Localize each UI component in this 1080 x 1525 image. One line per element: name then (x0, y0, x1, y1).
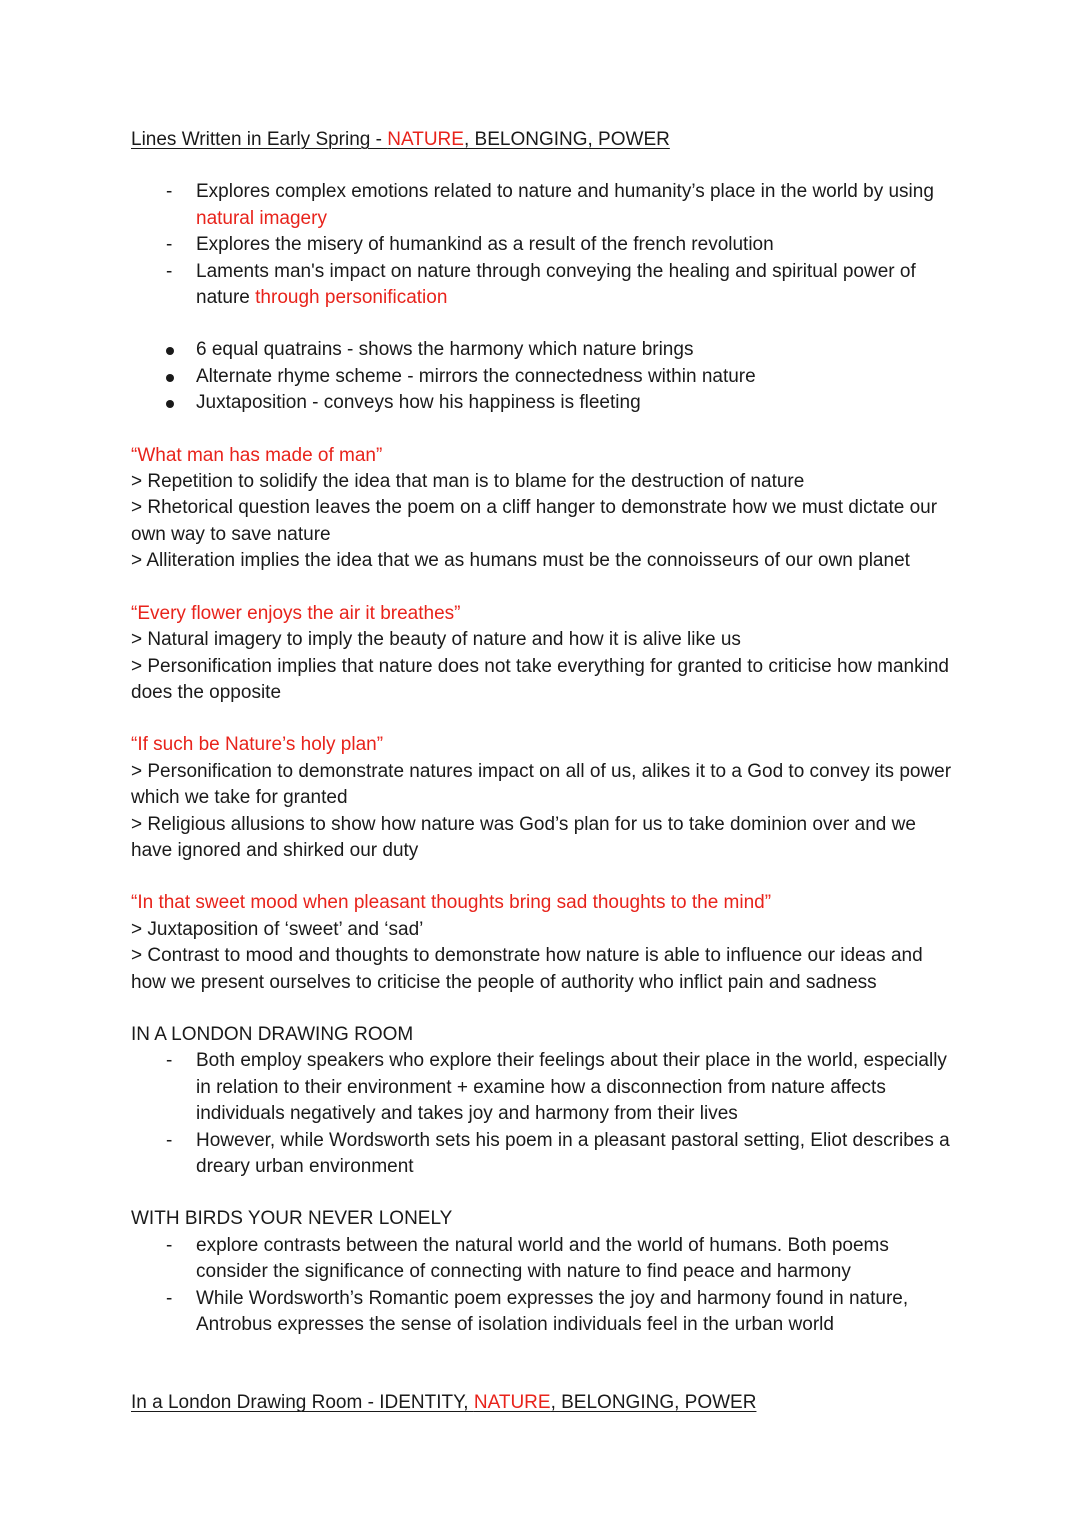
quote-block (131, 601, 961, 707)
comparison-block (131, 1022, 961, 1180)
dash-list-overview (131, 179, 961, 311)
bullet-dot-icon (166, 347, 174, 355)
list-item-text: However, while Wordsworth sets his poem in a pleasant pastoral setting, Eliot describes a dreary urban environment (196, 1129, 950, 1177)
list-item (131, 364, 961, 390)
dash-marker: - (166, 1050, 173, 1072)
dash-marker: - (166, 1287, 173, 1309)
list-item-text: Explores complex emotions related to nature and humanity’s place in the world by using (196, 181, 934, 203)
section-heading-lines-written (131, 127, 961, 153)
analysis-note: > Personification to demonstrate natures impact on all of us, alikes it to a God to convey its power which we take for granted (131, 760, 952, 809)
list-item-text: Juxtaposition - conveys how his happiness is fleeting (196, 392, 641, 414)
quote-text: “Every flower enjoys the air it breathes” (131, 602, 461, 624)
analysis-note: > Personification implies that nature does not take everything for granted to criticise how mankind does the opposite (131, 655, 949, 703)
list-item-text: While Wordsworth’s Romantic poem expresses the joy and harmony found in nature, Antrobus expresses the sense of isolation individuals feel in the urban world (196, 1287, 909, 1336)
heading-text-themes: , BELONGING, POWER (550, 1392, 757, 1414)
heading-text-themes: , BELONGING, POWER (463, 129, 670, 150)
analysis-note: > Contrast to mood and thoughts to demonstrate how nature is able to influence our ideas and how we present ourselves to criticise the people of authority who inflict pain and sadness (131, 945, 923, 993)
heading-theme-nature: NATURE (387, 129, 464, 150)
heading-text: Lines Written in Early Spring - (131, 129, 388, 150)
quote-block (131, 732, 961, 864)
analysis-note: > Alliteration implies the idea that we as humans must be the connoisseurs of our own planet (131, 550, 910, 572)
quote-text: “If such be Nature’s holy plan” (131, 734, 384, 756)
list-item (131, 259, 961, 312)
list-item (131, 1048, 961, 1127)
list-item-text: 6 equal quatrains - shows the harmony which nature brings (196, 339, 694, 361)
heading-theme-nature: NATURE (473, 1392, 551, 1414)
dash-marker: - (166, 234, 173, 256)
heading-text: In a London Drawing Room - IDENTITY, (131, 1392, 474, 1414)
bullet-dot-icon (166, 400, 174, 408)
quote-text: “In that sweet mood when pleasant thoughts bring sad thoughts to the mind” (131, 892, 772, 914)
dash-marker: - (166, 181, 173, 203)
list-item (131, 1233, 961, 1286)
dash-list-comparison (131, 1233, 961, 1339)
list-item-text: Explores the misery of humankind as a result of the french revolution (196, 234, 774, 256)
list-item-highlight: through personification (255, 287, 448, 309)
list-item-text: Laments man's impact on nature through conveying the healing and spiritual power of nature (196, 260, 916, 309)
list-item (131, 232, 961, 258)
comparison-title: WITH BIRDS YOUR NEVER LONELY (131, 1208, 453, 1230)
document-page (131, 127, 961, 1417)
list-item (131, 390, 961, 416)
list-item-highlight: natural imagery (196, 207, 327, 229)
dash-marker: - (166, 1129, 173, 1151)
comparison-title: IN A LONDON DRAWING ROOM (131, 1023, 414, 1045)
comparison-block (131, 1206, 961, 1338)
analysis-note: > Repetition to solidify the idea that man is to blame for the destruction of nature (131, 471, 805, 493)
analysis-note: > Natural imagery to imply the beauty of nature and how it is alive like us (131, 629, 741, 651)
list-item (131, 179, 961, 232)
dash-list-comparison (131, 1048, 961, 1180)
list-item-text: Both employ speakers who explore their feelings about their place in the world, especially in relation to their environment + examine how a disconnection from nature affects individuals negatively and takes joy and harmony from their lives (196, 1050, 947, 1125)
list-item (131, 1128, 961, 1181)
list-item (131, 1286, 961, 1339)
analysis-note: > Juxtaposition of ‘sweet’ and ‘sad’ (131, 918, 424, 940)
analysis-note: > Religious allusions to show how nature was God’s plan for us to take dominion over and we have ignored and shirked our duty (131, 813, 916, 861)
bullet-list-structure (131, 337, 961, 416)
bullet-dot-icon (166, 374, 174, 382)
list-item-text: Alternate rhyme scheme - mirrors the connectedness within nature (196, 365, 756, 387)
list-item (131, 337, 961, 363)
section-heading-london-drawing-room (131, 1390, 961, 1416)
quote-block (131, 443, 961, 575)
analysis-note: > Rhetorical question leaves the poem on a cliff hanger to demonstrate how we must dictate our own way to save nature (131, 497, 938, 545)
quote-text: “What man has made of man” (131, 444, 383, 466)
list-item-text: explore contrasts between the natural world and the world of humans. Both poems consider the significance of connecting with nature to find peace and harmony (196, 1234, 889, 1283)
dash-marker: - (166, 260, 173, 282)
dash-marker: - (166, 1234, 173, 1256)
quote-block (131, 890, 961, 996)
